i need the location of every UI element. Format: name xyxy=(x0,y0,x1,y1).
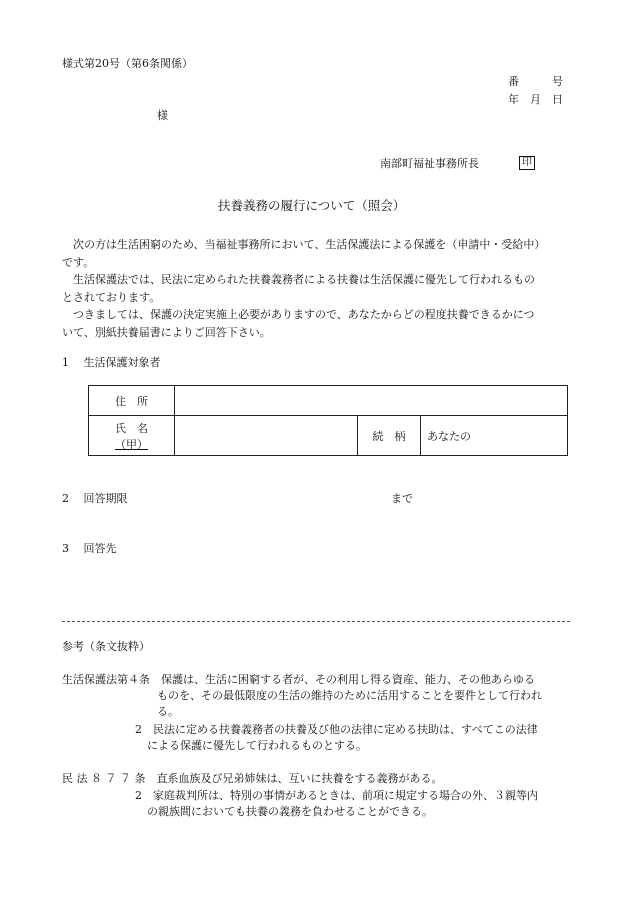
document-title: 扶養義務の履行について（照会） xyxy=(218,198,406,213)
article877-line1: 民 法 ８ ７ ７ 条 直系血族及び兄弟姉妹は、互いに扶養をする義務がある。 xyxy=(62,772,443,785)
body-line: つきましては、保護の決定実施上必要がありますので、あなたからどの程度扶養できるかにつ xyxy=(62,308,535,321)
recipient-info-table xyxy=(88,385,568,456)
body-line: 生活保護法では、民法に定められた扶養義務者による扶養は生活保護に優先して行われるもの xyxy=(62,273,535,286)
document-number: 番 号 xyxy=(508,75,563,88)
document-date: 年 月 日 xyxy=(508,93,563,106)
name-label-cell xyxy=(89,416,175,456)
article4-para2-line2: による保護に優先して行われるものとする。 xyxy=(147,739,367,752)
table-row-name xyxy=(89,416,568,456)
reference-heading: 参考（条文抜粋） xyxy=(62,640,150,653)
section1-heading: 1 生活保護対象者 xyxy=(62,356,161,369)
article877-para2-line1: 2 家庭裁判所は、特別の事情があるときは、前項に規定する場合の外、３親等内 xyxy=(135,789,538,802)
article4-line3: る。 xyxy=(157,705,179,718)
seal-mark: 印 xyxy=(519,156,535,170)
relation-value: あなたの xyxy=(421,416,568,456)
address-label: 住 所 xyxy=(89,386,175,416)
sender-name: 南部町福祉事務所長 xyxy=(380,157,479,170)
address-value[interactable] xyxy=(175,386,568,416)
name-value[interactable] xyxy=(175,416,358,456)
table-row-address xyxy=(89,386,568,416)
article4-para2-line1: 2 民法に定める扶養義務者の扶養及び他の法律に定める扶助は、すべてこの法律 xyxy=(135,723,538,736)
addressee-sama: 様 xyxy=(157,109,168,122)
name-label: 氏 名 xyxy=(115,421,148,435)
body-line: いて、別紙扶養届書によりご回答下さい。 xyxy=(62,325,271,339)
section2-heading: 2 回答期限 xyxy=(62,492,128,505)
article4-line2: ものを、その最低限度の生活の維持のために活用することを要件として行われ xyxy=(157,689,542,702)
seal-box xyxy=(519,156,535,170)
deadline-suffix: まで xyxy=(391,492,413,505)
article877-para2-line2: の親族間においても扶養の義務を負わせることができる。 xyxy=(147,805,433,818)
dotted-divider xyxy=(62,621,570,622)
relation-label: 続 柄 xyxy=(358,416,421,456)
name-sub-label: （甲） xyxy=(115,437,148,451)
body-text xyxy=(62,236,570,341)
section3-heading: 3 回答先 xyxy=(62,542,117,555)
body-line: です。 xyxy=(62,255,95,269)
body-line: 次の方は生活困窮のため、当福祉事務所において、生活保護法による保護を（申請中・受給中） xyxy=(62,238,546,251)
body-line: とされております。 xyxy=(62,290,161,304)
form-number: 様式第20号（第6条関係） xyxy=(62,57,193,70)
article4-line1: 生活保護法第４条 保護は、生活に困窮する者が、その利用し得る資産、能力、その他あらゆる xyxy=(62,673,535,686)
